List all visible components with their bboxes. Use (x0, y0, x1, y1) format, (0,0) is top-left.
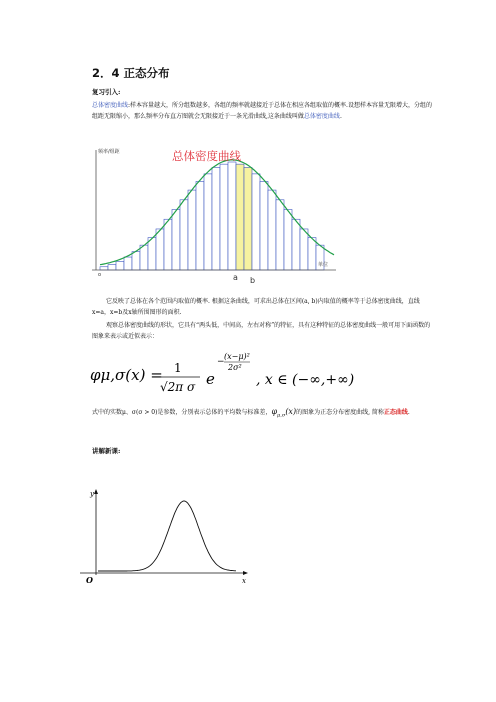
review-heading: 复习引入: (92, 88, 121, 96)
histogram-bar (276, 200, 284, 270)
formula-numerator: 1 (174, 361, 182, 375)
histogram-bar (124, 257, 132, 270)
formula-domain: , x ∈ (−∞,+∞) (256, 372, 355, 388)
normal-curve (98, 501, 236, 571)
histogram-bar (100, 267, 108, 270)
histogram-bar (244, 167, 252, 270)
histogram-bar (204, 174, 212, 270)
page-title: 2．4 正态分布 (92, 66, 170, 80)
histogram-bar (236, 164, 244, 270)
histogram-bar (212, 167, 220, 270)
histogram-bar (188, 190, 196, 270)
histogram-bar (300, 229, 308, 270)
y-arrow (94, 489, 98, 494)
review-text: :样本容量越大，所分组数越多，各组的频率就越接近于总体在相应各组取值的概率.设想样本容量无限增大，分组的组距无限缩小，那么频率分布直方图就会无限接近于一条光滑曲线,这条曲线叫做 (92, 102, 432, 120)
histogram-figure (86, 142, 426, 292)
exponent-denominator: 2σ² (228, 363, 242, 372)
exponent-numerator: (x−μ)² (224, 352, 250, 361)
new-heading: 讲解新课: (92, 447, 121, 455)
histogram-bar (156, 229, 164, 270)
histogram-bar (116, 261, 124, 270)
histogram-bar (108, 265, 116, 270)
normal-density-formula (90, 350, 450, 398)
histogram-bar (140, 245, 148, 270)
marker-b: b (250, 276, 256, 285)
origin-label: o (98, 272, 102, 278)
histogram-bar (292, 219, 300, 270)
x-arrow (243, 571, 248, 575)
term-density-curve-2: 总体密度曲线 (303, 113, 340, 120)
paragraph-probability: 它反映了总体在各个范围内取值的概率. 根据这条曲线，可求出总体在区间(a, b)内取值的概率等于总体密度曲线，直线x=a，x=b及x轴所围图形的面积. (92, 298, 420, 316)
histogram-bar (268, 190, 276, 270)
origin-label: O (86, 575, 93, 585)
inline-phi: $\varphi_{\mu,\sigma}(x)$ (271, 407, 297, 419)
histogram-bar (308, 238, 316, 270)
formula-denominator: √2π σ (160, 380, 196, 394)
paragraph-review (92, 100, 432, 122)
histogram-bar (260, 181, 268, 270)
histogram-bar (164, 219, 172, 270)
histogram-bar (284, 210, 292, 270)
x-label: x (242, 577, 246, 585)
y-label: y (90, 490, 94, 498)
marker-a: a (233, 273, 238, 282)
histogram-bar (148, 238, 156, 270)
histogram-bar (132, 252, 140, 270)
histogram-bar (172, 210, 180, 270)
y-axis-label: 频率/组距 (98, 149, 120, 155)
histogram-bar (228, 162, 236, 270)
param-text-1: 式中的实数μ、σ(σ > 0)是参数，分别表示总体的平均数与标准差， (92, 409, 272, 416)
param-end: . (407, 409, 410, 416)
normal-curve-figure (76, 487, 252, 585)
histogram-bar (180, 200, 188, 270)
formula-e: e (206, 370, 215, 388)
formula-lhs: φμ,σ(x) = (90, 366, 163, 384)
histogram-bar (220, 164, 228, 270)
term-density-curve: 总体密度曲线 (92, 102, 129, 109)
paragraph-parameters (92, 406, 432, 422)
histogram-bar (252, 174, 260, 270)
review-end: . (339, 113, 342, 120)
chart-title: 总体密度曲线 (172, 149, 241, 163)
term-normal-curve: 正态曲线 (383, 409, 408, 416)
exponent-minus: − (217, 357, 225, 367)
x-axis-label: 单位 (318, 262, 329, 268)
histogram-bar (196, 181, 204, 270)
param-text-2: 的图象为正态分布密度曲线, 简称 (296, 409, 384, 416)
paragraph-shape: 观察总体密度曲线的形状，它具有“两头低，中间高，左右对称”的特征，具有这种特征的总体密度曲线一般可用下面函数的图象来表示或近似表示： (92, 322, 431, 340)
histogram-bars (100, 162, 324, 270)
